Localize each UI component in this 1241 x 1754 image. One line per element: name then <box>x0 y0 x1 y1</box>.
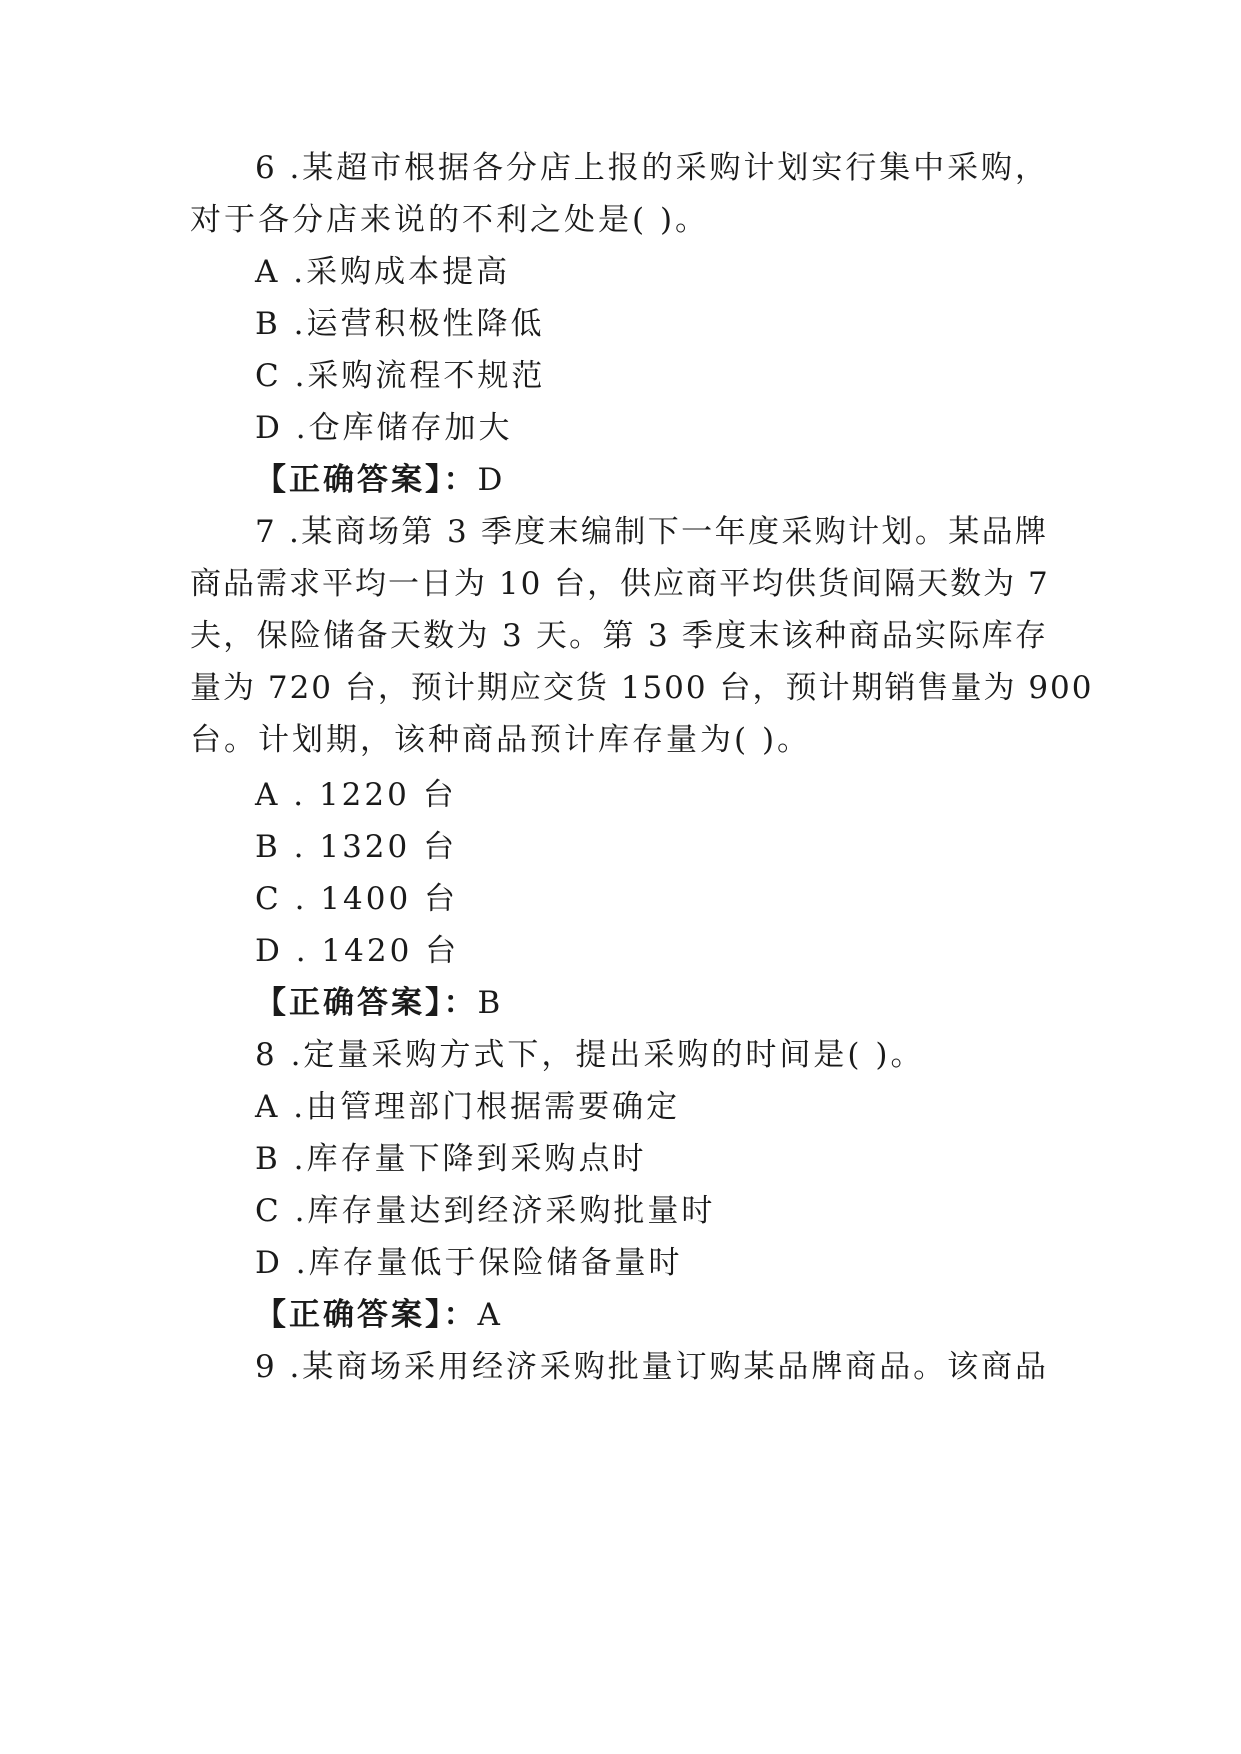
question-8-option-c: C .库存量达到经济采购批量时 <box>255 1193 716 1229</box>
answer-label: 【正确答案】： <box>255 985 478 1021</box>
question-6-line-2: 对于各分店来说的不利之处是( )。 <box>190 202 710 238</box>
question-8-answer <box>255 1295 503 1335</box>
question-7-line-5: 台。计划期，该种商品预计库存量为( )。 <box>190 722 812 758</box>
question-7-option-b: B . 1320 台 <box>255 829 458 865</box>
question-7-line-2: 商品需求平均一日为 10 台，供应商平均供货间隔天数为 7 <box>190 566 1050 602</box>
question-7-line-3: 夫，保险储备天数为 3 天。第 3 季度末该种商品实际库存 <box>190 618 1048 654</box>
question-6-line-1: 6 .某超市根据各分店上报的采购计划实行集中采购， <box>255 150 1048 186</box>
answer-value: A <box>477 1297 503 1333</box>
question-6-option-c: C .采购流程不规范 <box>255 358 546 394</box>
question-6-answer <box>255 460 505 500</box>
question-6-option-d: D .仓库储存加大 <box>255 410 513 446</box>
question-9-line-1: 9 .某商场采用经济采购批量订购某品牌商品。该商品 <box>255 1349 1048 1385</box>
answer-value: D <box>477 462 506 498</box>
question-6-option-b: B .运营积极性降低 <box>255 306 545 342</box>
question-7-line-4: 量为 720 台，预计期应交货 1500 台，预计期销售量为 900 <box>190 670 1094 706</box>
question-7-option-a: A . 1220 台 <box>255 777 457 813</box>
question-8-option-b: B .库存量下降到采购点时 <box>255 1141 647 1177</box>
answer-label: 【正确答案】： <box>255 462 478 498</box>
answer-value: B <box>477 985 504 1021</box>
question-6-option-a: A .采购成本提高 <box>255 254 511 290</box>
question-8-option-a: A .由管理部门根据需要确定 <box>255 1089 681 1125</box>
answer-label: 【正确答案】： <box>255 1297 478 1333</box>
question-7-option-d: D . 1420 台 <box>255 933 460 969</box>
question-7-line-1: 7 .某商场第 3 季度末编制下一年度采购计划。某品牌 <box>255 514 1048 550</box>
question-7-answer <box>255 983 503 1023</box>
question-7-option-c: C . 1400 台 <box>255 881 459 917</box>
question-8-option-d: D .库存量低于保险储备量时 <box>255 1245 683 1281</box>
question-8-line-1: 8 .定量采购方式下，提出采购的时间是( )。 <box>255 1037 925 1073</box>
